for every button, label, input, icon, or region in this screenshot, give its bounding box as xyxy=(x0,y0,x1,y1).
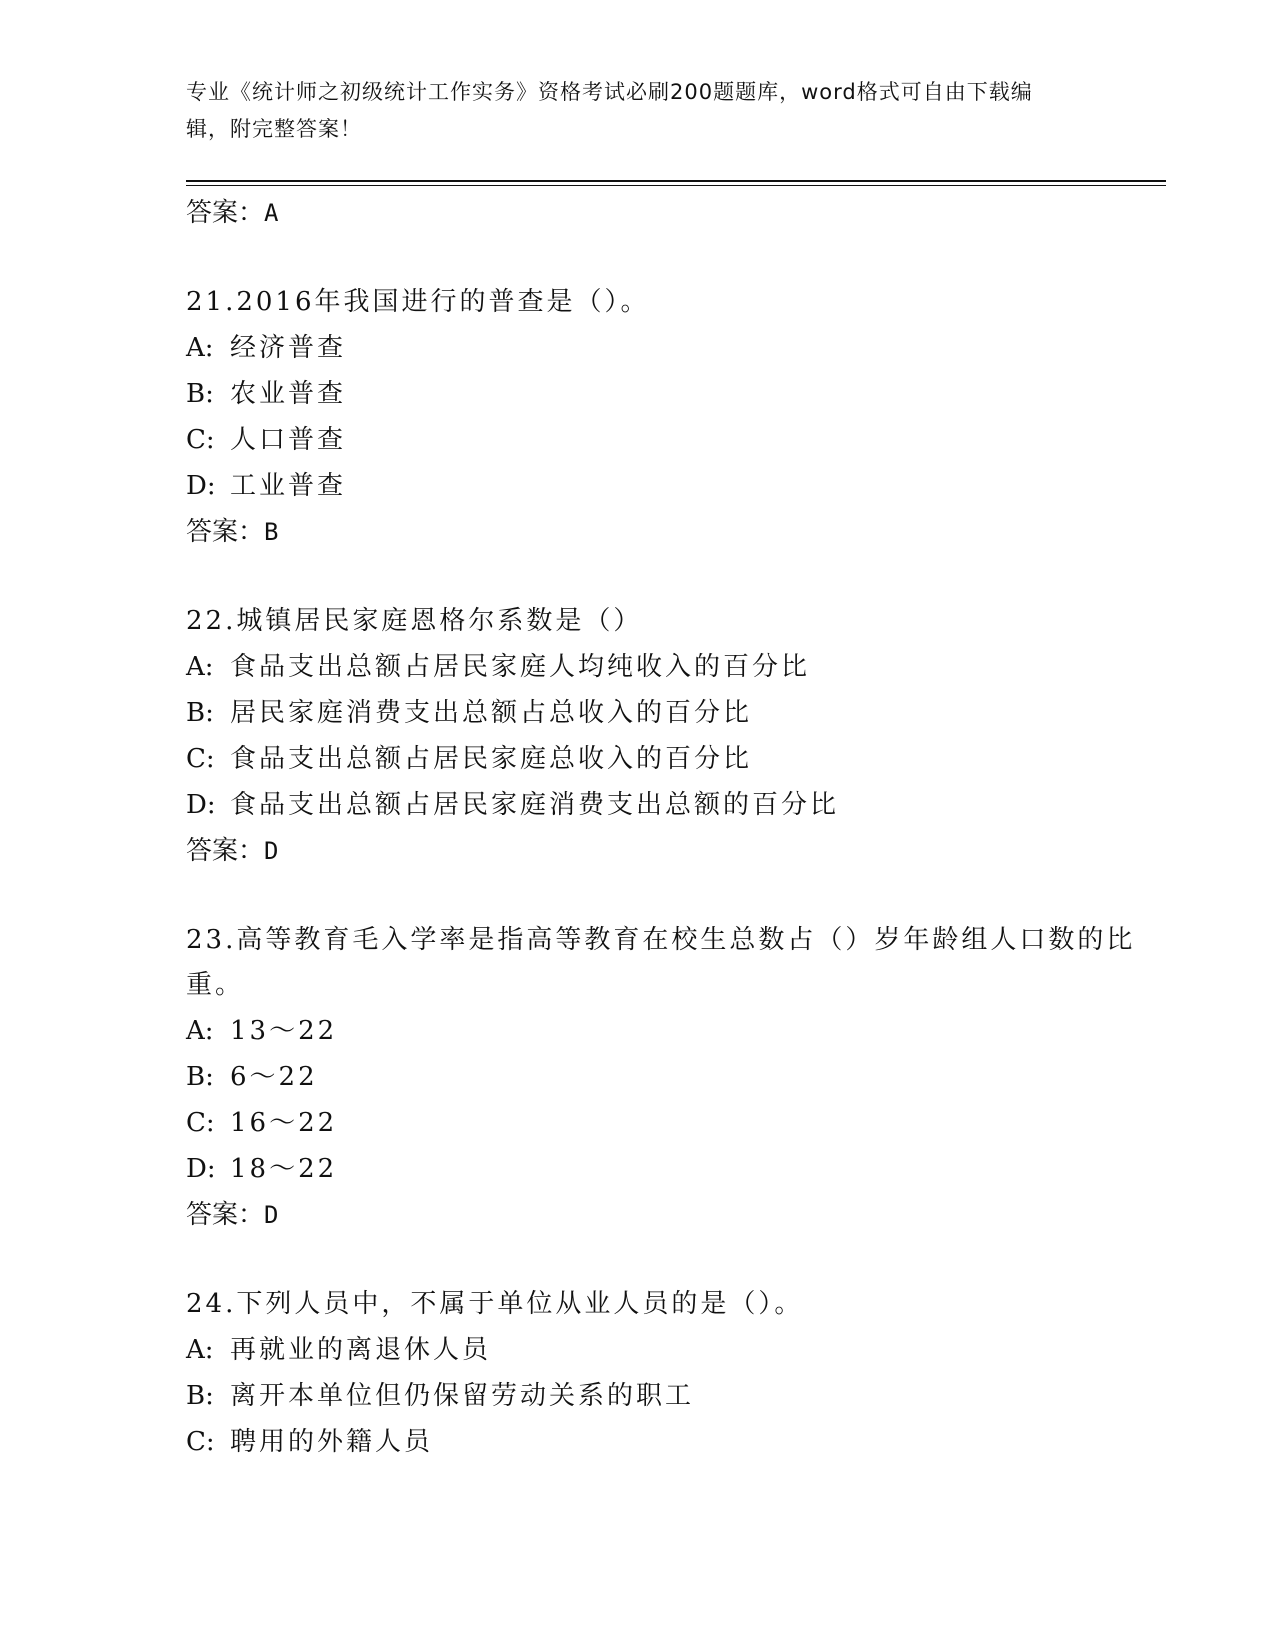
option-a xyxy=(186,325,1166,371)
option-letter: C: xyxy=(186,425,215,455)
answer-value: D xyxy=(264,837,279,865)
option-b xyxy=(186,690,1166,736)
option-text: 6～22 xyxy=(230,1062,318,1092)
option-letter: C: xyxy=(186,1108,215,1138)
option-a xyxy=(186,1008,1166,1054)
option-text: 再就业的离退休人员 xyxy=(230,1335,492,1365)
option-letter: A: xyxy=(186,333,214,363)
question-block xyxy=(186,918,1166,1238)
option-c xyxy=(186,1100,1166,1146)
answer-line xyxy=(186,509,1166,555)
option-letter: D: xyxy=(186,1154,216,1184)
option-a xyxy=(186,1327,1166,1373)
option-text: 离开本单位但仍保留劳动关系的职工 xyxy=(230,1381,695,1411)
question-list xyxy=(186,190,1166,1465)
answer-line xyxy=(186,1192,1166,1238)
answer-value: A xyxy=(264,199,279,227)
option-c xyxy=(186,736,1166,782)
option-letter: D: xyxy=(186,471,216,501)
option-letter: A: xyxy=(186,1335,214,1365)
option-letter: C: xyxy=(186,1427,215,1457)
option-letter: A: xyxy=(186,652,214,682)
option-b xyxy=(186,1373,1166,1419)
option-letter: A: xyxy=(186,1016,214,1046)
option-letter: B: xyxy=(186,1062,214,1092)
answer-label: 答案： xyxy=(186,1200,265,1230)
option-text: 食品支出总额占居民家庭总收入的百分比 xyxy=(230,744,753,774)
question-block xyxy=(186,599,1166,874)
question-text: 23.高等教育毛入学率是指高等教育在校生总数占（）岁年龄组人口数的比重。 xyxy=(186,925,1136,1000)
answer-label: 答案： xyxy=(186,517,265,547)
answer-line xyxy=(186,828,1166,874)
option-letter: D: xyxy=(186,790,216,820)
question-text: 24.下列人员中，不属于单位从业人员的是（）。 xyxy=(186,1289,804,1319)
option-b xyxy=(186,371,1166,417)
question-text: 22.城镇居民家庭恩格尔系数是（） xyxy=(186,606,643,636)
option-text: 食品支出总额占居民家庭人均纯收入的百分比 xyxy=(230,652,811,682)
option-c xyxy=(186,1419,1166,1465)
question-block xyxy=(186,1282,1166,1465)
option-d xyxy=(186,1146,1166,1192)
option-text: 聘用的外籍人员 xyxy=(230,1427,434,1457)
option-text: 农业普查 xyxy=(230,379,347,409)
question-block xyxy=(186,280,1166,555)
option-text: 16～22 xyxy=(230,1108,338,1138)
document-header xyxy=(186,74,1066,148)
answer-value: D xyxy=(264,1201,279,1229)
option-text: 人口普查 xyxy=(230,425,347,455)
option-a xyxy=(186,644,1166,690)
option-text: 13～22 xyxy=(230,1016,338,1046)
option-b xyxy=(186,1054,1166,1100)
question-text: 21.2016年我国进行的普查是（）。 xyxy=(186,287,650,317)
option-text: 居民家庭消费支出总额占总收入的百分比 xyxy=(230,698,753,728)
option-text: 经济普查 xyxy=(230,333,347,363)
option-letter: B: xyxy=(186,1381,214,1411)
option-letter: C: xyxy=(186,744,215,774)
option-text: 工业普查 xyxy=(230,471,347,501)
option-letter: B: xyxy=(186,379,214,409)
option-d xyxy=(186,463,1166,509)
header-divider xyxy=(186,180,1166,186)
option-c xyxy=(186,417,1166,463)
answer-value: B xyxy=(264,518,279,546)
header-title: 专业《统计师之初级统计工作实务》资格考试必刷200题题库，word格式可自由下载编辑，附完整答案！ xyxy=(186,80,1033,141)
option-text: 18～22 xyxy=(230,1154,338,1184)
answer-label: 答案： xyxy=(186,836,265,866)
option-letter: B: xyxy=(186,698,214,728)
option-text: 食品支出总额占居民家庭消费支出总额的百分比 xyxy=(230,790,840,820)
answer-label: 答案： xyxy=(186,198,265,228)
option-d xyxy=(186,782,1166,828)
answer-line xyxy=(186,190,1166,236)
